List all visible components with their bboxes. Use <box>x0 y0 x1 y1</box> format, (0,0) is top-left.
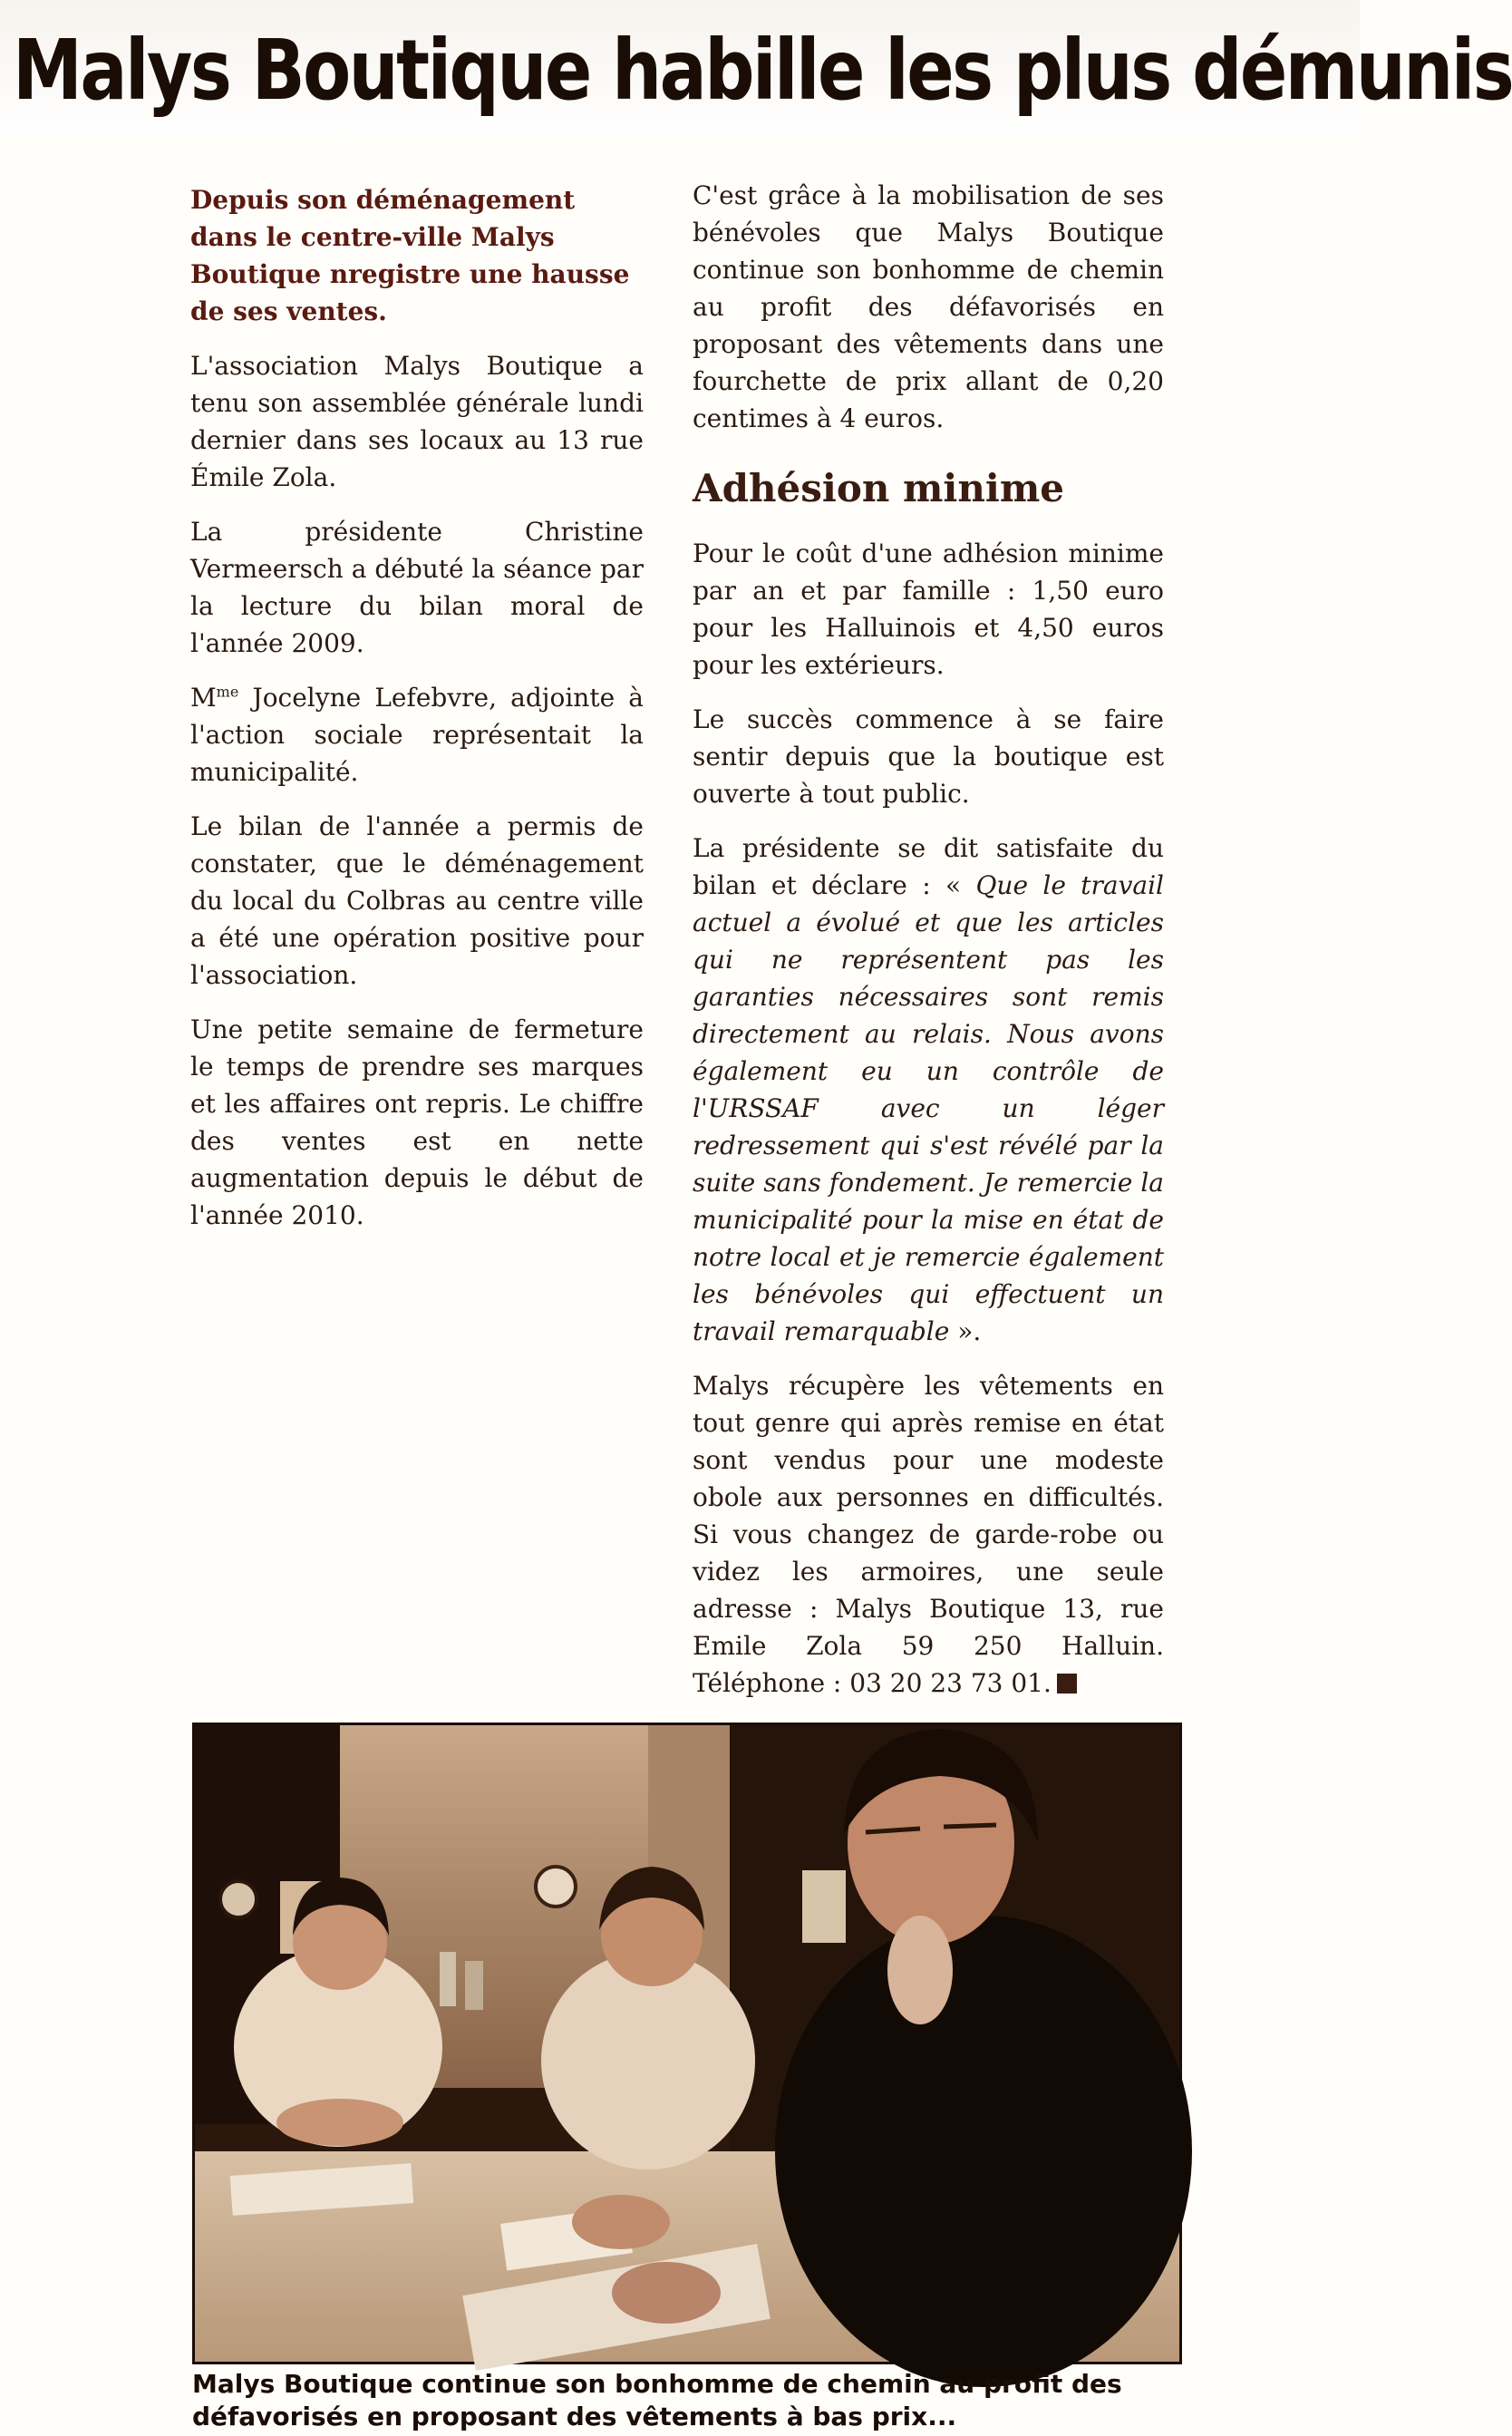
quote-intro: La présidente se dit satisfaite du bilan et déclare : « <box>693 833 1164 900</box>
small-clock <box>220 1881 257 1917</box>
subhead-adhesion: Adhésion minime <box>693 466 1065 510</box>
article-headline: Malys Boutique habille les plus démunis <box>13 22 1512 119</box>
woman-right-body <box>775 1916 1192 2387</box>
paragraph-sales: Une petite semaine de fermeture le temps de prendre ses marques et les affaires ont repris. Le chiffre des ventes est en nette augmentation depuis le début de l'année 2010. <box>190 1014 644 1230</box>
bottle-2 <box>465 1961 483 2010</box>
end-of-article-mark <box>1057 1674 1077 1694</box>
paragraph-bilan: Le bilan de l'année a permis de constater, que le déménagement du local du Colbras au centre ville a été une opération positive pour l'association. <box>190 811 644 990</box>
paragraph-success: Le succès commence à se faire sentir depuis que la boutique est ouverte à tout public. <box>693 704 1164 809</box>
right-column <box>693 177 1164 1719</box>
wall-clock <box>536 1867 576 1907</box>
woman-right-neck <box>887 1916 953 2024</box>
wall-paper <box>802 1870 846 1943</box>
paragraph-president: La présidente Christine Vermeersch a débuté la séance par la lecture du bilan moral de l'année 2009. <box>190 517 644 658</box>
article-lead: Depuis son déménagement dans le centre-ville Malys Boutique nregistre une hausse de ses ventes. <box>190 185 630 326</box>
paragraph-contact <box>693 1367 1164 1702</box>
contact-text: Malys récupère les vêtements en tout genre qui après remise en état sont vendus pour une modeste obole aux personnes en difficultés. Si vous changez de garde-robe ou videz les armoires, une seule adresse : Malys Boutique 13, rue Emile Zola 59 250 Halluin. Téléphone : 03 20 23 73 01. <box>693 1371 1164 1698</box>
hands-right <box>612 2262 721 2324</box>
hands-left <box>276 2099 403 2146</box>
article-photo <box>192 1723 1182 2364</box>
left-column <box>190 181 644 1251</box>
hands-middle <box>572 2195 670 2249</box>
paragraph-adjointe <box>190 679 644 791</box>
adjointe-text: Jocelyne Lefebvre, adjointe à l'action sociale représentait la municipalité. <box>190 683 644 787</box>
quote-text: Que le travail actuel a évolué et que les articles qui ne représentent pas les garanties nécessaires sont remis directement au relais. Nous avons également eu un contrôle de l'URSSAF avec un léger redressement qui s'est révélé par la suite sans fondement. Je remercie la municipalité pour la mise en état de notre local et je remercie également les bénévoles qui effectuent un travail remarquable <box>693 870 1164 1346</box>
paragraph-volunteers: C'est grâce à la mobilisation de ses bénévoles que Malys Boutique continue son bonhomme de chemin au profit des défavorisés en proposant des vêtements dans une fourchette de prix allant de 0,20 centimes à 4 euros. <box>693 180 1164 433</box>
quote-close: ». <box>949 1316 982 1346</box>
paragraph-assembly: L'association Malys Boutique a tenu son assemblée générale lundi dernier dans ses locaux au 13 rue Émile Zola. <box>190 351 644 492</box>
bottle-1 <box>440 1952 456 2006</box>
paragraph-quote <box>693 830 1164 1350</box>
photo-illustration <box>195 1725 1179 2362</box>
honorific-sup: me <box>216 683 239 701</box>
photo-caption: Malys Boutique continue son bonhomme de chemin au profit des défavorisés en proposant des vêtements à bas prix... <box>192 2369 1122 2431</box>
honorific-m: M <box>190 683 217 713</box>
paragraph-membership: Pour le coût d'une adhésion minime par an et par famille : 1,50 euro pour les Halluinois et 4,50 euros pour les extérieurs. <box>693 539 1164 680</box>
